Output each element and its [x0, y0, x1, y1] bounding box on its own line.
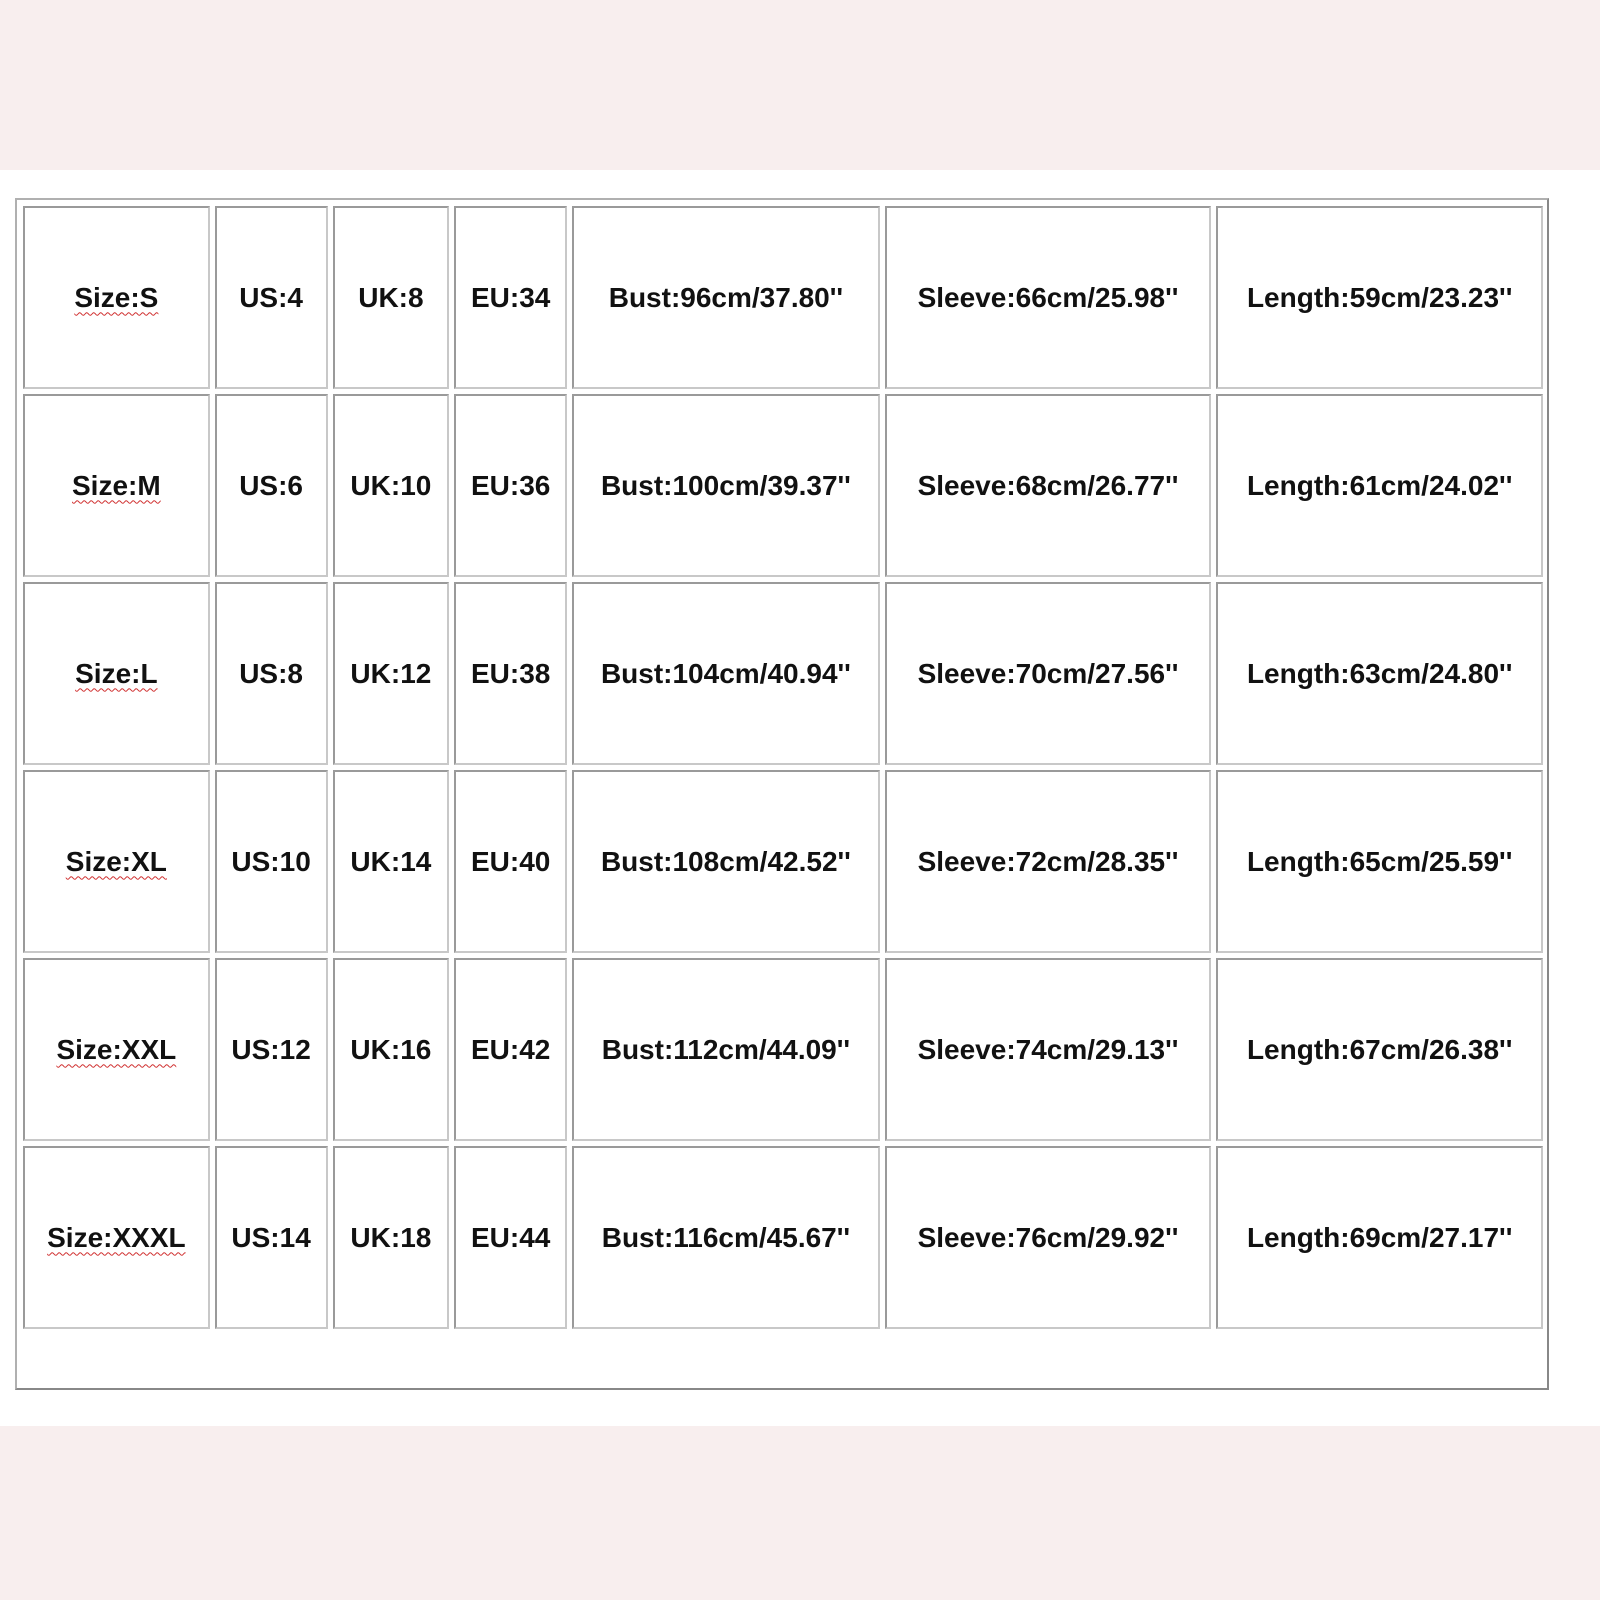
- sleeve-cell: [885, 1146, 1212, 1329]
- us-size-cell: [215, 394, 328, 577]
- uk-size-value: UK:14: [350, 845, 432, 877]
- uk-size-cell: [333, 1146, 450, 1329]
- bust-cell: [572, 1146, 880, 1329]
- us-size-value: US:14: [231, 1221, 311, 1253]
- uk-size-value: UK:8: [358, 281, 424, 313]
- table-row: [23, 770, 1543, 953]
- length-cell: [1216, 394, 1543, 577]
- sleeve-cell: [885, 958, 1212, 1141]
- size-cell: [23, 958, 210, 1141]
- sleeve-cell: [885, 206, 1212, 389]
- length-value: Length:61cm/24.02'': [1246, 469, 1513, 501]
- sleeve-value: Sleeve:76cm/29.92'': [917, 1221, 1179, 1253]
- eu-size-cell: [454, 394, 567, 577]
- uk-size-cell: [333, 770, 450, 953]
- bust-cell: [572, 394, 880, 577]
- size-value: Size:L: [75, 657, 158, 689]
- bust-value: Bust:96cm/37.80'': [608, 281, 844, 313]
- us-size-cell: [215, 582, 328, 765]
- length-value: Length:67cm/26.38'': [1246, 1033, 1513, 1065]
- size-cell: [23, 582, 210, 765]
- table-row: [23, 582, 1543, 765]
- table-row: [23, 206, 1543, 389]
- length-cell: [1216, 1146, 1543, 1329]
- bust-value: Bust:104cm/40.94'': [600, 657, 851, 689]
- eu-size-value: EU:40: [470, 845, 551, 877]
- bust-value: Bust:100cm/39.37'': [600, 469, 851, 501]
- eu-size-cell: [454, 1146, 567, 1329]
- uk-size-cell: [333, 582, 450, 765]
- uk-size-value: UK:16: [350, 1033, 432, 1065]
- eu-size-cell: [454, 582, 567, 765]
- bust-cell: [572, 770, 880, 953]
- uk-size-value: UK:10: [350, 469, 432, 501]
- sleeve-value: Sleeve:72cm/28.35'': [917, 845, 1179, 877]
- table-row: [23, 1146, 1543, 1329]
- us-size-value: US:12: [231, 1033, 311, 1065]
- bust-cell: [572, 206, 880, 389]
- eu-size-cell: [454, 206, 567, 389]
- uk-size-cell: [333, 394, 450, 577]
- us-size-cell: [215, 1146, 328, 1329]
- bust-value: Bust:112cm/44.09'': [601, 1033, 851, 1065]
- eu-size-cell: [454, 770, 567, 953]
- length-value: Length:59cm/23.23'': [1246, 281, 1513, 313]
- table-row: [23, 394, 1543, 577]
- sleeve-value: Sleeve:70cm/27.56'': [917, 657, 1179, 689]
- eu-size-value: EU:44: [470, 1221, 551, 1253]
- size-cell: [23, 394, 210, 577]
- length-cell: [1216, 582, 1543, 765]
- bust-value: Bust:116cm/45.67'': [601, 1221, 851, 1253]
- bust-cell: [572, 958, 880, 1141]
- us-size-value: US:10: [231, 845, 311, 877]
- size-cell: [23, 206, 210, 389]
- sleeve-value: Sleeve:68cm/26.77'': [917, 469, 1179, 501]
- size-cell: [23, 770, 210, 953]
- size-chart-table: [15, 198, 1549, 1390]
- size-value: Size:M: [72, 469, 161, 501]
- eu-size-value: EU:36: [470, 469, 551, 501]
- size-cell: [23, 1146, 210, 1329]
- length-cell: [1216, 206, 1543, 389]
- bust-value: Bust:108cm/42.52'': [600, 845, 851, 877]
- eu-size-value: EU:38: [470, 657, 551, 689]
- us-size-cell: [215, 958, 328, 1141]
- length-value: Length:63cm/24.80'': [1246, 657, 1513, 689]
- us-size-value: US:8: [239, 657, 303, 689]
- bust-cell: [572, 582, 880, 765]
- length-cell: [1216, 958, 1543, 1141]
- sleeve-cell: [885, 394, 1212, 577]
- us-size-value: US:6: [239, 469, 303, 501]
- size-value: Size:XXL: [56, 1033, 177, 1065]
- uk-size-value: UK:12: [350, 657, 432, 689]
- eu-size-cell: [454, 958, 567, 1141]
- uk-size-cell: [333, 206, 450, 389]
- sleeve-cell: [885, 770, 1212, 953]
- table-row: [23, 958, 1543, 1141]
- length-cell: [1216, 770, 1543, 953]
- us-size-cell: [215, 770, 328, 953]
- sleeve-value: Sleeve:66cm/25.98'': [917, 281, 1179, 313]
- length-value: Length:65cm/25.59'': [1246, 845, 1513, 877]
- us-size-cell: [215, 206, 328, 389]
- eu-size-value: EU:42: [470, 1033, 551, 1065]
- sleeve-value: Sleeve:74cm/29.13'': [917, 1033, 1179, 1065]
- uk-size-cell: [333, 958, 450, 1141]
- eu-size-value: EU:34: [470, 281, 551, 313]
- sleeve-cell: [885, 582, 1212, 765]
- us-size-value: US:4: [239, 281, 303, 313]
- size-value: Size:XL: [65, 845, 167, 877]
- size-value: Size:XXXL: [47, 1221, 186, 1253]
- uk-size-value: UK:18: [350, 1221, 432, 1253]
- size-value: Size:S: [74, 281, 159, 313]
- length-value: Length:69cm/27.17'': [1246, 1221, 1513, 1253]
- size-table-grid: [18, 201, 1548, 1334]
